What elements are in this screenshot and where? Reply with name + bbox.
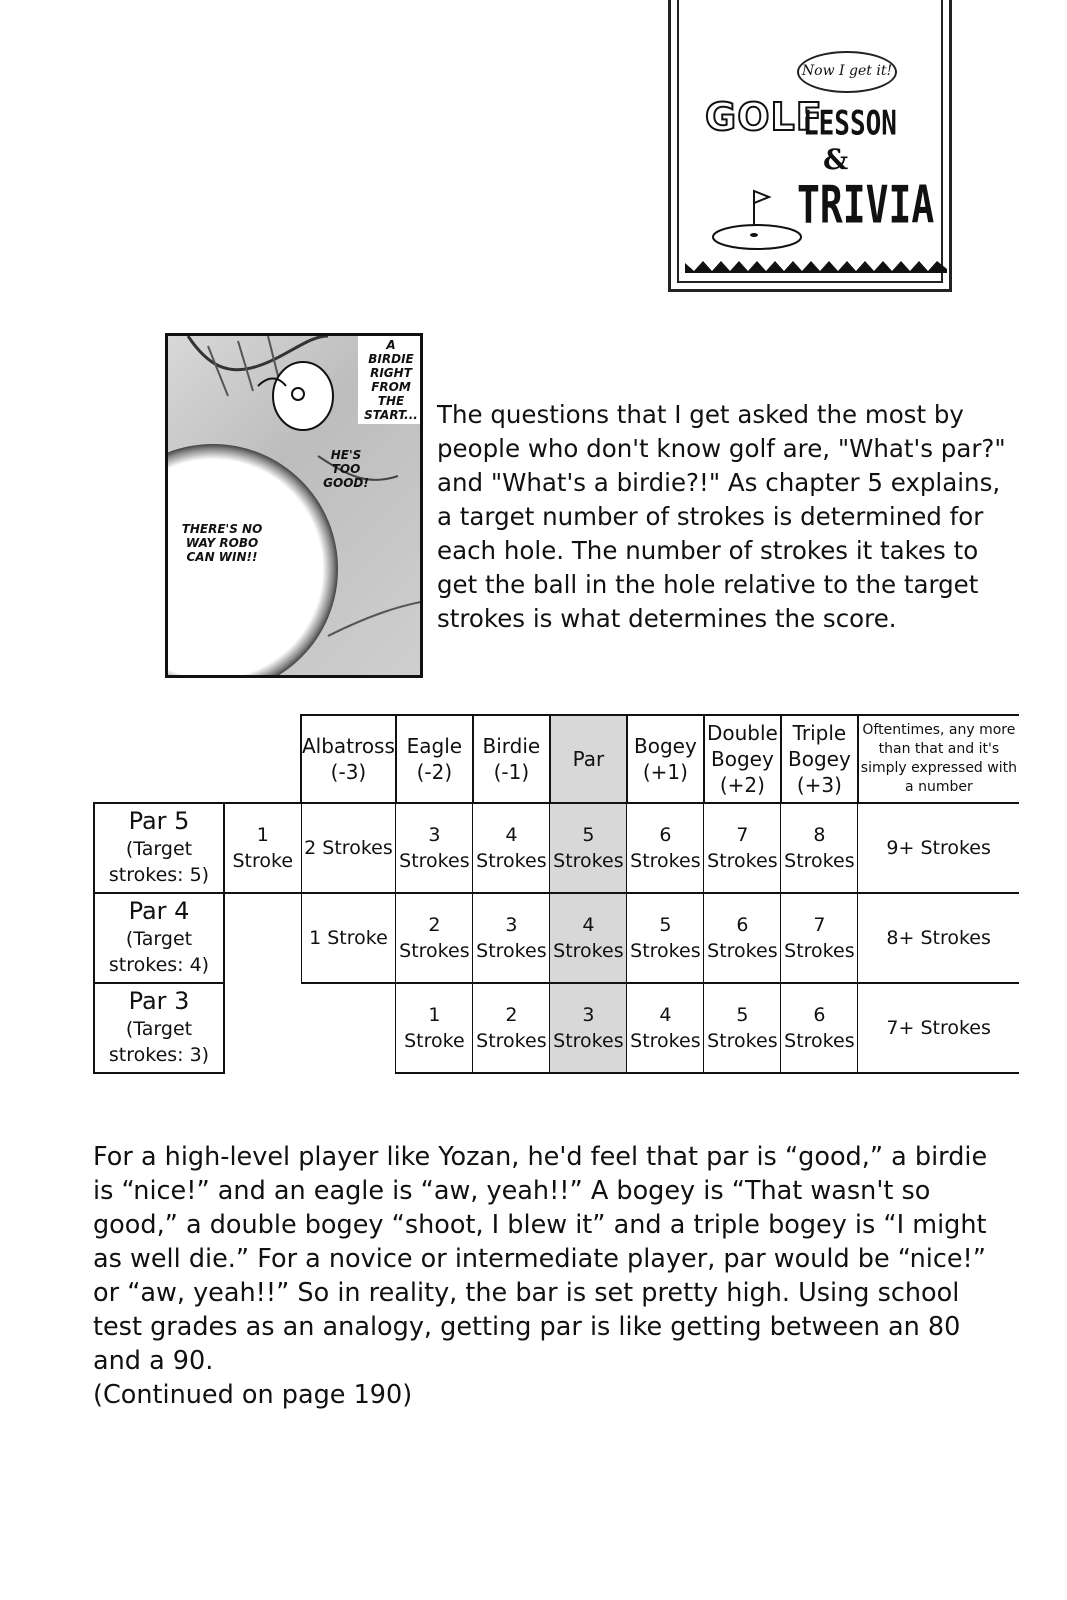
continued-note: (Continued on page 190): [93, 1380, 413, 1410]
panel-caption-birdie: A BIRDIE RIGHT FROM THE START...: [358, 336, 423, 424]
panel-caption-robo: THERE'S NO WAY ROBO CAN WIN!!: [181, 522, 263, 564]
row-target: (Target strokes: 5): [108, 838, 210, 886]
title-box: [668, 0, 952, 292]
table-row: [94, 803, 1019, 893]
table-cell: 1 Stroke: [224, 803, 301, 893]
title-ampersand: &: [823, 143, 849, 176]
manga-panel: [165, 333, 423, 678]
table-cell: 4 Strokes: [627, 983, 704, 1073]
title-trivia: TRIVIA: [797, 175, 935, 235]
speech-bubble: Now I get it!: [797, 51, 897, 93]
zigzag-border: [685, 259, 947, 273]
table-cell: 6 Strokes: [704, 893, 781, 983]
row-par: Par 5: [128, 807, 190, 835]
row-target: (Target strokes: 4): [108, 928, 210, 976]
row-label-par4: [94, 893, 224, 983]
header-birdie: Birdie (-1): [473, 715, 550, 803]
body-text: For a high-level player like Yozan, he'd feel that par is “good,” a birdie is “nice!” and an eagle is “aw, yeah!!” A bogey is “That wasn't so good,” a double bogey “shoot, I blew it” and a triple bogey is “I might as well die.” For a novice or intermediate player, par would be “nice!” or “aw, yeah!!” So in reality, the bar is set pretty high. Using school test grades as an analogy, getting par is like getting between an 80 and a 90.: [93, 1142, 988, 1376]
table-cell: 2 Strokes: [396, 893, 473, 983]
table-cell: 5 Strokes: [704, 983, 781, 1073]
table-cell: 3 Strokes: [473, 893, 550, 983]
row-label-par5: [94, 803, 224, 893]
table-cell: 4 Strokes: [473, 803, 550, 893]
row-par: Par 3: [128, 987, 190, 1015]
header-more: Oftentimes, any more than that and it's simply expressed with a number: [858, 715, 1019, 803]
body-paragraph: [93, 1140, 1003, 1412]
table-cell: 7+ Strokes: [858, 983, 1019, 1073]
table-cell: 1 Stroke: [301, 893, 396, 983]
table-header-row: [94, 715, 1019, 803]
intro-paragraph: The questions that I get asked the most by people who don't know golf are, "What's par?" and "What's a birdie?!" As chapter 5 explains, a target number of strokes is determined for each hole. The number of strokes it takes to get the ball in the hole relative to the target strokes is what determines the score.: [437, 400, 1006, 633]
table-cell: 6 Strokes: [627, 803, 704, 893]
table-cell: 4 Strokes: [550, 893, 627, 983]
table-cell: 5 Strokes: [550, 803, 627, 893]
header-par: Par: [550, 715, 627, 803]
table-cell: 7 Strokes: [781, 893, 858, 983]
table-row: [94, 893, 1019, 983]
golf-green-icon: [709, 179, 809, 259]
row-par: Par 4: [128, 897, 190, 925]
panel-caption-too-good: HE'S TOO GOOD!: [323, 448, 369, 490]
table-cell: 3 Strokes: [550, 983, 627, 1073]
header-albatross: Albatross (-3): [301, 715, 396, 803]
table-cell: 2 Strokes: [301, 803, 396, 893]
title-golf: GOLF: [705, 95, 823, 139]
table-cell: 1 Stroke: [396, 983, 473, 1073]
header-eagle: Eagle (-2): [396, 715, 473, 803]
header-double-bogey: Double Bogey (+2): [704, 715, 781, 803]
table-row: [94, 983, 1019, 1073]
header-bogey: Bogey (+1): [627, 715, 704, 803]
row-target: (Target strokes: 3): [108, 1018, 210, 1066]
table-cell: 3 Strokes: [396, 803, 473, 893]
header-triple-bogey: Triple Bogey (+3): [781, 715, 858, 803]
title-lesson: LESSON: [803, 104, 897, 144]
table-cell: 6 Strokes: [781, 983, 858, 1073]
title-box-inner: [677, 0, 943, 283]
row-label-par3: [94, 983, 224, 1073]
table-cell: 9+ Strokes: [858, 803, 1019, 893]
score-table: [93, 714, 1019, 1074]
table-cell: 7 Strokes: [704, 803, 781, 893]
table-cell: 5 Strokes: [627, 893, 704, 983]
table-cell: 8 Strokes: [781, 803, 858, 893]
table-cell: 2 Strokes: [473, 983, 550, 1073]
table-cell: 8+ Strokes: [858, 893, 1019, 983]
